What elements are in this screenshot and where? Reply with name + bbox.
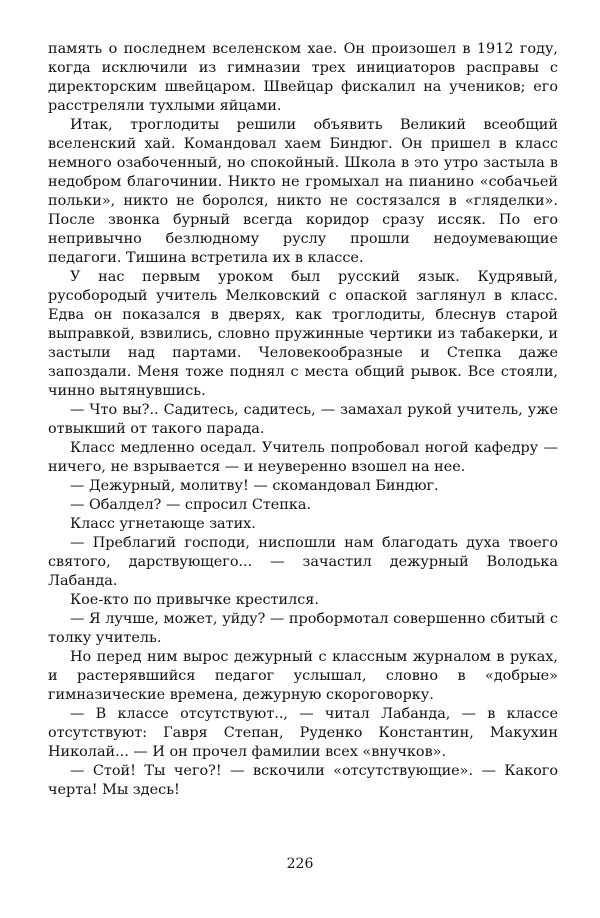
paragraph: — В классе отсутствуют.., — читал Лабанда, — в классе отсутствуют: Гавря Степан, Руденко Константин, Макухин Николай... — И он прочел фамилии всех «внучков». — [48, 706, 558, 760]
paragraph: Но перед ним вырос дежурный с классным журналом в руках, и растерявшийся педагог услышал, словно в «добрые» гимназические времена, дежурную скороговорку. — [48, 649, 558, 703]
paragraph: Класс угнетающе затих. — [70, 516, 256, 532]
paragraph: — Преблагий господи, ниспошли нам благодать духа твоего святого, дарствующего... — зачастил дежурный Володька Лабанда. — [48, 535, 558, 589]
paragraph: — Дежурный, молитву! — скомандовал Биндюг. — [70, 478, 439, 494]
paragraph: У нас первым уроком был русский язык. Кудрявый, русобородый учитель Мелковский с опаской заглянул в класс. Едва он показался в дверях, как троглодиты, блеснув старой выправкой, взвились, словно пружинные чертики из табакерки, и застыли над партами. Человекообразные и Степка даже запоздали. Меня тоже поднял с места общий рывок. Все стояли, чинно вытянувшись. — [48, 269, 558, 399]
paragraph: Итак, троглодиты решили объявить Великий всеобщий вселенский хай. Командовал хаем Биндюг. Он пришел в класс немного озабоченный, но спокойный. Школа в это утро застыла в недобром благочинии. Никто не громыхал на пианино «собачьей польки», никто не боролся, никто не состязался в «гляделки». После звонка бурный всегда коридор сразу иссяк. По его непривычно безлюдному руслу прошли недоумевающие педагоги. Тишина встретила их в классе. — [48, 117, 558, 266]
paragraph: — Стой! Ты чего?! — вскочили «отсутствующие». — Какого черта! Мы здесь! — [48, 763, 558, 798]
paragraph: — Что вы?.. Садитесь, садитесь, — замахал рукой учитель, уже отвыкший от такого парада. — [48, 402, 558, 437]
book-page-text — [48, 40, 558, 880]
page-number: 226 — [286, 856, 314, 872]
paragraph: — Я лучше, может, уйду? — пробормотал совершенно сбитый с толку учитель. — [48, 611, 558, 646]
paragraph: — Обалдел? — спросил Степка. — [70, 497, 312, 513]
paragraph: Класс медленно оседал. Учитель попробовал ногой кафедру — ничего, не взрывается — и неуверенно взошел на нее. — [48, 440, 558, 475]
paragraph: память о последнем вселенском хае. Он произошел в 1912 году, когда исключили из гимназии трех инициаторов расправы с директорским швейцаром. Швейцар фискалил на учеников; его расстреляли тухлыми яйцами. — [48, 41, 558, 114]
paragraph: Кое-кто по привычке крестился. — [70, 592, 319, 608]
